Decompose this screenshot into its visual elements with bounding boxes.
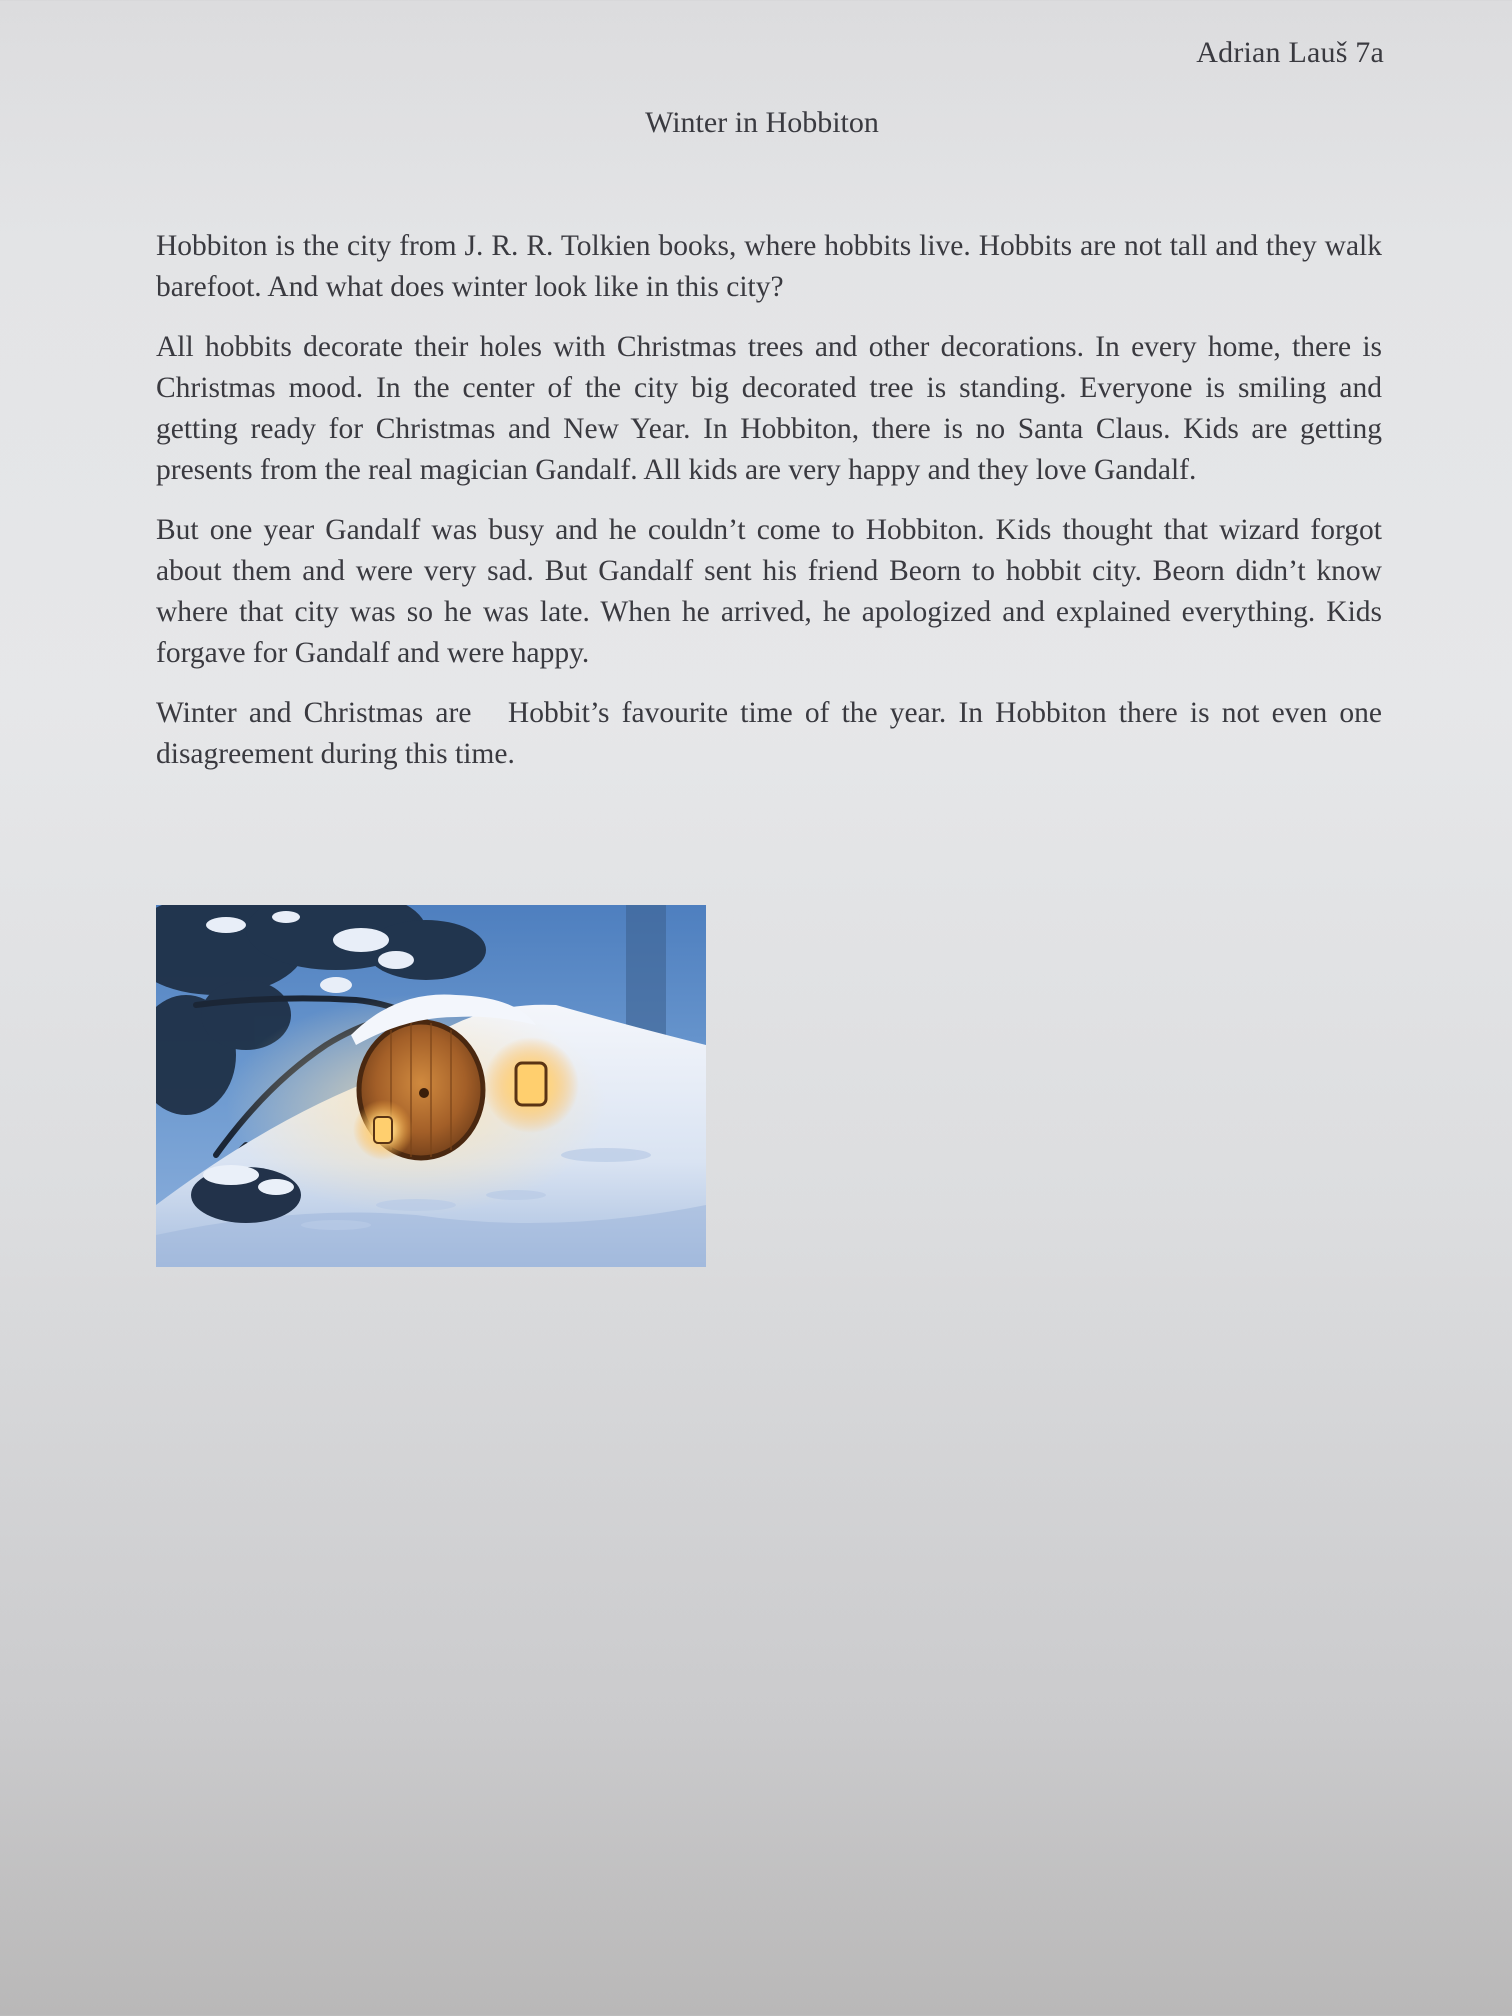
document-body (156, 226, 1390, 794)
paragraph: All hobbits decorate their holes with Christmas trees and other decorations. In every home, there is Christmas mood. In the center of the city big decorated tree is standing. Everyone is smiling and getting ready for Christmas and New Year. In Hobbiton, there is no Santa Claus. Kids are getting presents from the real magician Gandalf. All kids are very happy and they love Gandalf. (156, 331, 1382, 486)
document-title: Winter in Hobbiton (645, 106, 879, 139)
paragraph: But one year Gandalf was busy and he couldn’t come to Hobbiton. Kids thought that wizard forgot about them and were very sad. But Gandalf sent his friend Beorn to hobbit city. Beorn didn’t know where that city was so he was late. When he arrived, he apologized and explained everything. Kids forgave for Gandalf and were happy. (156, 514, 1390, 669)
paragraph: Winter and Christmas are Hobbit’s favourite time of the year. In Hobbiton there is not even one disagreement during this time. (156, 697, 1390, 770)
hobbit-hole-winter-image (156, 905, 706, 1267)
paragraph: Hobbiton is the city from J. R. R. Tolkien books, where hobbits live. Hobbits are not tall and they walk barefoot. And what does winter look like in this city? (156, 230, 1382, 303)
author-name: Adrian Lauš 7a (1196, 36, 1384, 69)
